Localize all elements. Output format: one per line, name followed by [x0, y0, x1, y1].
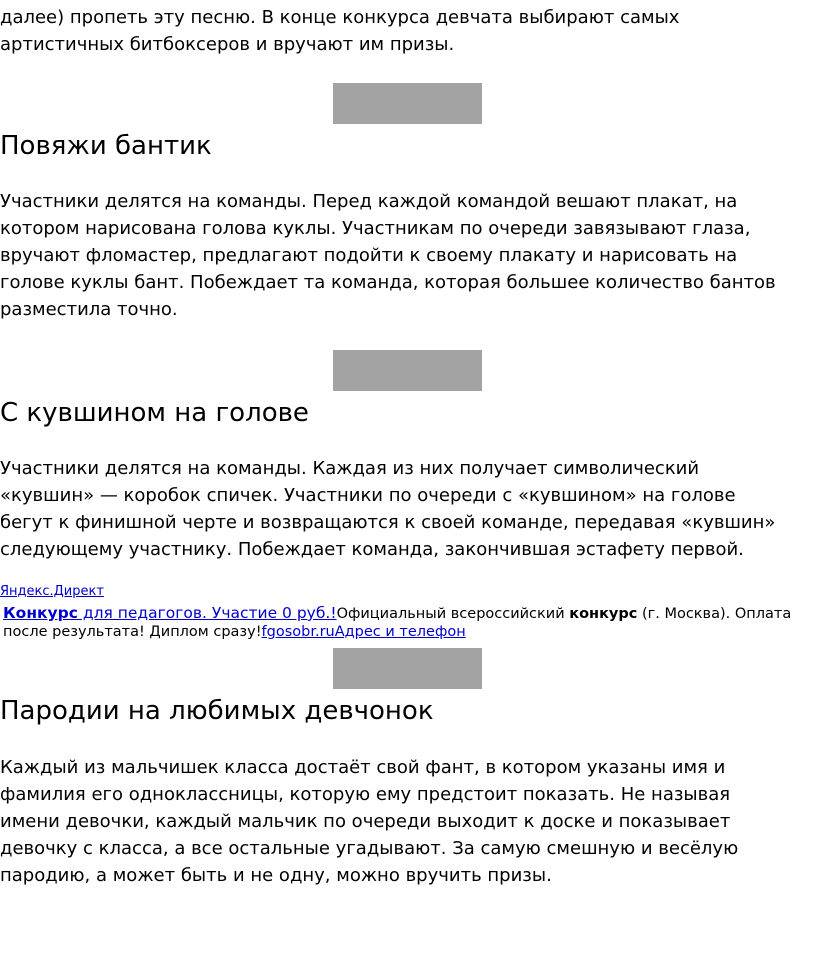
section-text-bow: [0, 188, 816, 323]
text-line: голове куклы бант. Побеждает та команда, которая большее количество бантов: [0, 272, 776, 293]
text-line: «кувшин» — коробок спичек. Участники по очереди с «кувшином» на голове: [0, 485, 736, 506]
text-line: Участники делятся на команды. Каждая из них получает символический: [0, 458, 700, 479]
section-text-parody: [0, 754, 816, 889]
section-title-bow: Повяжи бантик: [0, 131, 212, 161]
ad-line-1: [3, 604, 813, 623]
text-line: разместила точно.: [0, 299, 178, 320]
ad-domain-link[interactable]: fgosobr.ru: [261, 624, 335, 640]
section-text-jug: [0, 455, 816, 563]
ad-title-link[interactable]: [3, 604, 337, 622]
text-line: котором нарисована голова куклы. Участникам по очереди завязывают глаза,: [0, 218, 751, 239]
ad-text: Официальный всероссийский конкурс (г. Москва). Оплата: [336, 606, 792, 622]
text-line: девочку с класса, а все остальные угадывают. За самую смешную и весёлую: [0, 838, 739, 859]
ad-line-2: [3, 623, 813, 641]
intro-line: артистичных битбоксеров и вручают им призы.: [0, 34, 455, 55]
text-line: вручают фломастер, предлагают подойти к своему плакату и нарисовать на: [0, 245, 738, 266]
text-line: следующему участнику. Побеждает команда, закончившая эстафету первой.: [0, 539, 744, 560]
ad-text-line2: после результата! Диплом сразу!: [3, 624, 262, 640]
ad-title-rest: для педагогов. Участие 0 руб.!: [77, 604, 337, 622]
text-line: пародию, а может быть и не одну, можно вручить призы.: [0, 865, 552, 886]
image-placeholder: [333, 350, 482, 391]
intro-paragraph: [0, 4, 816, 58]
text-line: Каждый из мальчишек класса достаёт свой фант, в котором указаны имя и: [0, 757, 726, 778]
intro-line: далее) пропеть эту песню. В конце конкурса девчата выбирают самых: [0, 7, 680, 28]
section-title-parody: Пародии на любимых девчонок: [0, 696, 434, 726]
ad-block: [3, 604, 813, 641]
section-title-jug: С кувшином на голове: [0, 398, 309, 428]
ad-source-link[interactable]: Яндекс.Директ: [0, 584, 104, 599]
image-placeholder: [333, 648, 482, 689]
text-line: Участники делятся на команды. Перед каждой командой вешают плакат, на: [0, 191, 738, 212]
text-line: имени девочки, каждый мальчик по очереди выходит к доске и показывает: [0, 811, 731, 832]
image-placeholder: [333, 83, 482, 124]
ad-title-bold: Конкурс: [3, 604, 78, 622]
ad-contacts-link[interactable]: Адрес и телефон: [334, 624, 466, 640]
text-line: фамилия его одноклассницы, которую ему предстоит показать. Не называя: [0, 784, 731, 805]
text-line: бегут к финишной черте и возвращаются к своей команде, передавая «кувшин»: [0, 512, 776, 533]
